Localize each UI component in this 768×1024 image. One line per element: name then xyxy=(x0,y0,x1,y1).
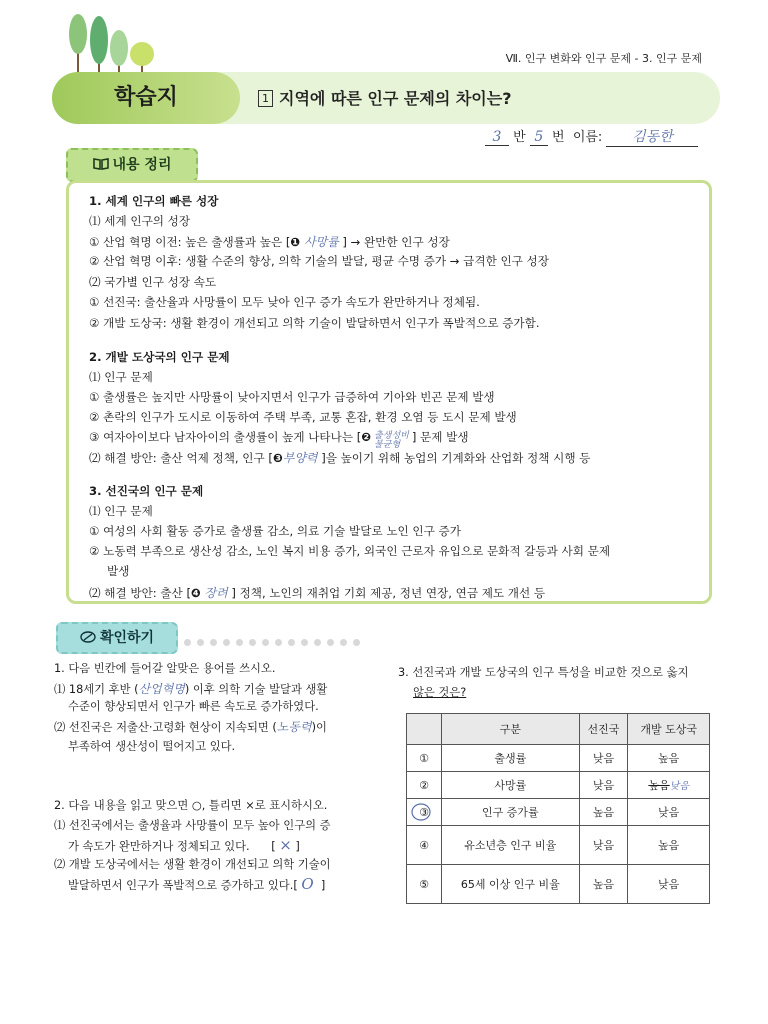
blank-line-4: ⑵ 해결 방안: 출산 [❹ 장려 ] 정책, 노인의 재취업 기회 제공, 정년 연장, 연금 제도 개선 등 xyxy=(89,586,546,600)
table-row: ③ 인구 증가률 높음 낮음 xyxy=(407,799,710,826)
section-heading: 1. 세계 인구의 빠른 성장 xyxy=(89,194,219,208)
section-heading: 2. 개발 도상국의 인구 문제 xyxy=(89,350,230,364)
student-number: 5 xyxy=(530,129,548,146)
answer-1: 사망률 xyxy=(303,235,339,249)
dot-divider xyxy=(184,631,384,641)
answer-q1-1: 산업혁명 xyxy=(138,682,185,696)
check-tag: 확인하기 xyxy=(56,622,178,654)
section-heading: 3. 선진국의 인구 문제 xyxy=(89,484,204,498)
answer-q2-1: × xyxy=(279,836,292,854)
student-info: 3 반 5 번 이름: 김동한 xyxy=(485,126,698,147)
class-number: 3 xyxy=(485,129,509,146)
book-icon xyxy=(93,158,109,170)
blank-line-2: ③ 여자아이보다 남자아이의 출생률이 높게 나타나는 [❷ 출생성비 불균형] 문제 발생 xyxy=(89,430,469,450)
answer-3: 부양력 xyxy=(282,451,318,465)
blank-line-3: ⑵ 해결 방안: 출산 억제 정책, 인구 [❸부양력 ]을 높이기 위해 농업의 기계화와 산업화 정책 시행 등 xyxy=(89,451,591,465)
breadcrumb: Ⅶ. 인구 변화와 인구 문제 - 3. 인구 문제 xyxy=(505,52,702,65)
pencil-icon xyxy=(80,631,96,643)
question-1-stem: 1. 다음 빈칸에 들어갈 알맞은 용어를 쓰시오. xyxy=(54,662,276,675)
summary-box: 1. 세계 인구의 빠른 성장 ⑴ 세계 인구의 성장 ① 산업 혁명 이전: 높은 출생률과 높은 [❶ 사망률 ] → 완만한 인구 성장 ② 산업 혁명 이후: 생활 수준의 향상, 의학 기술의 발달, 평균 수명 증가 → 급격한 인구 성장 ⑵ 국가별 인구 성장 속도 ① 선진국: 출산율과 사망률이 모두 낮아 인구 증가 속도가 완만하거나 정체됨. ② 개발 도상국: 생활 환경이 개선되고 의학 기술이 발달하면서 인구가 폭발적으로 증가함. 2. 개발 도상국의 인구 문제 ⑴ 인구 문제 ① 출생률은 높지만 사망률이 낮아지면서 인구가 급증하여 기아와 빈곤 문제 발생 ② 촌락의 인구가 도시로 이동하여 주택 부족, 교통 혼잡, 환경 오염 등 도시 문제 발생 ③ 여자아이보다 남자아이의 출생률이 높게 나타나는 [❷ 출생성비 불균형] 문제 발생 ⑵ 해결 방안: 출산 억제 정책, 인구 [❸부양력 ]을 높이기 위해 농업의 기계화와 산업화 정책 시행 등 3. 선진국의 인구 문제 ⑴ 인구 문제 ① 여성의 사회 활동 증가로 출생률 감소, 의료 기술 발달로 노인 인구 증가 ② 노동력 부족으로 생산성 감소, 노인 복지 비용 증가, 외국인 근로자 유입으로 문화적 갈등과 사회 문제 발생 ⑵ 해결 방안: 출산 [❹ 장려 ] 정책, 노인의 재취업 기회 제공, 정년 연장, 연금 제도 개선 등 xyxy=(66,180,712,604)
table-header-row: 구분 선진국 개발 도상국 xyxy=(407,714,710,745)
answer-q1-2: 노동력 xyxy=(276,720,312,734)
question-2-stem: 2. 다음 내용을 읽고 맞으면 ○, 틀리면 ×로 표시하시오. xyxy=(54,799,328,812)
question-3-stem: 3. 선진국과 개발 도상국의 인구 특성을 비교한 것으로 옳지 xyxy=(398,666,689,679)
student-name: 김동한 xyxy=(606,126,698,147)
answer-2: 출생성비 불균형 xyxy=(374,431,409,450)
correction-note: 낮음 xyxy=(669,781,689,792)
summary-tag: 내용 정리 xyxy=(66,148,198,182)
comparison-table xyxy=(406,713,710,904)
table-row: ⑤ 65세 이상 인구 비율 높음 낮음 xyxy=(407,865,710,904)
question-number-box: 1 xyxy=(258,90,273,107)
tree-illustration-icon xyxy=(66,10,162,76)
answer-q2-2: O xyxy=(301,875,314,893)
table-row: ④ 유소년층 인구 비율 낮음 높음 xyxy=(407,826,710,865)
table-row: ② 사망률 낮음 높음낮음 xyxy=(407,772,710,799)
worksheet-label: 학습지 xyxy=(52,72,240,124)
table-row: ① 출생률 낮음 높음 xyxy=(407,745,710,772)
blank-line-1: ① 산업 혁명 이전: 높은 출생률과 높은 [❶ 사망률 ] → 완만한 인구 성장 xyxy=(89,235,450,249)
answer-4: 장려 xyxy=(204,586,228,600)
answer-circle-mark xyxy=(410,802,432,822)
page-title: 1 지역에 따른 인구 문제의 차이는? xyxy=(258,86,512,109)
